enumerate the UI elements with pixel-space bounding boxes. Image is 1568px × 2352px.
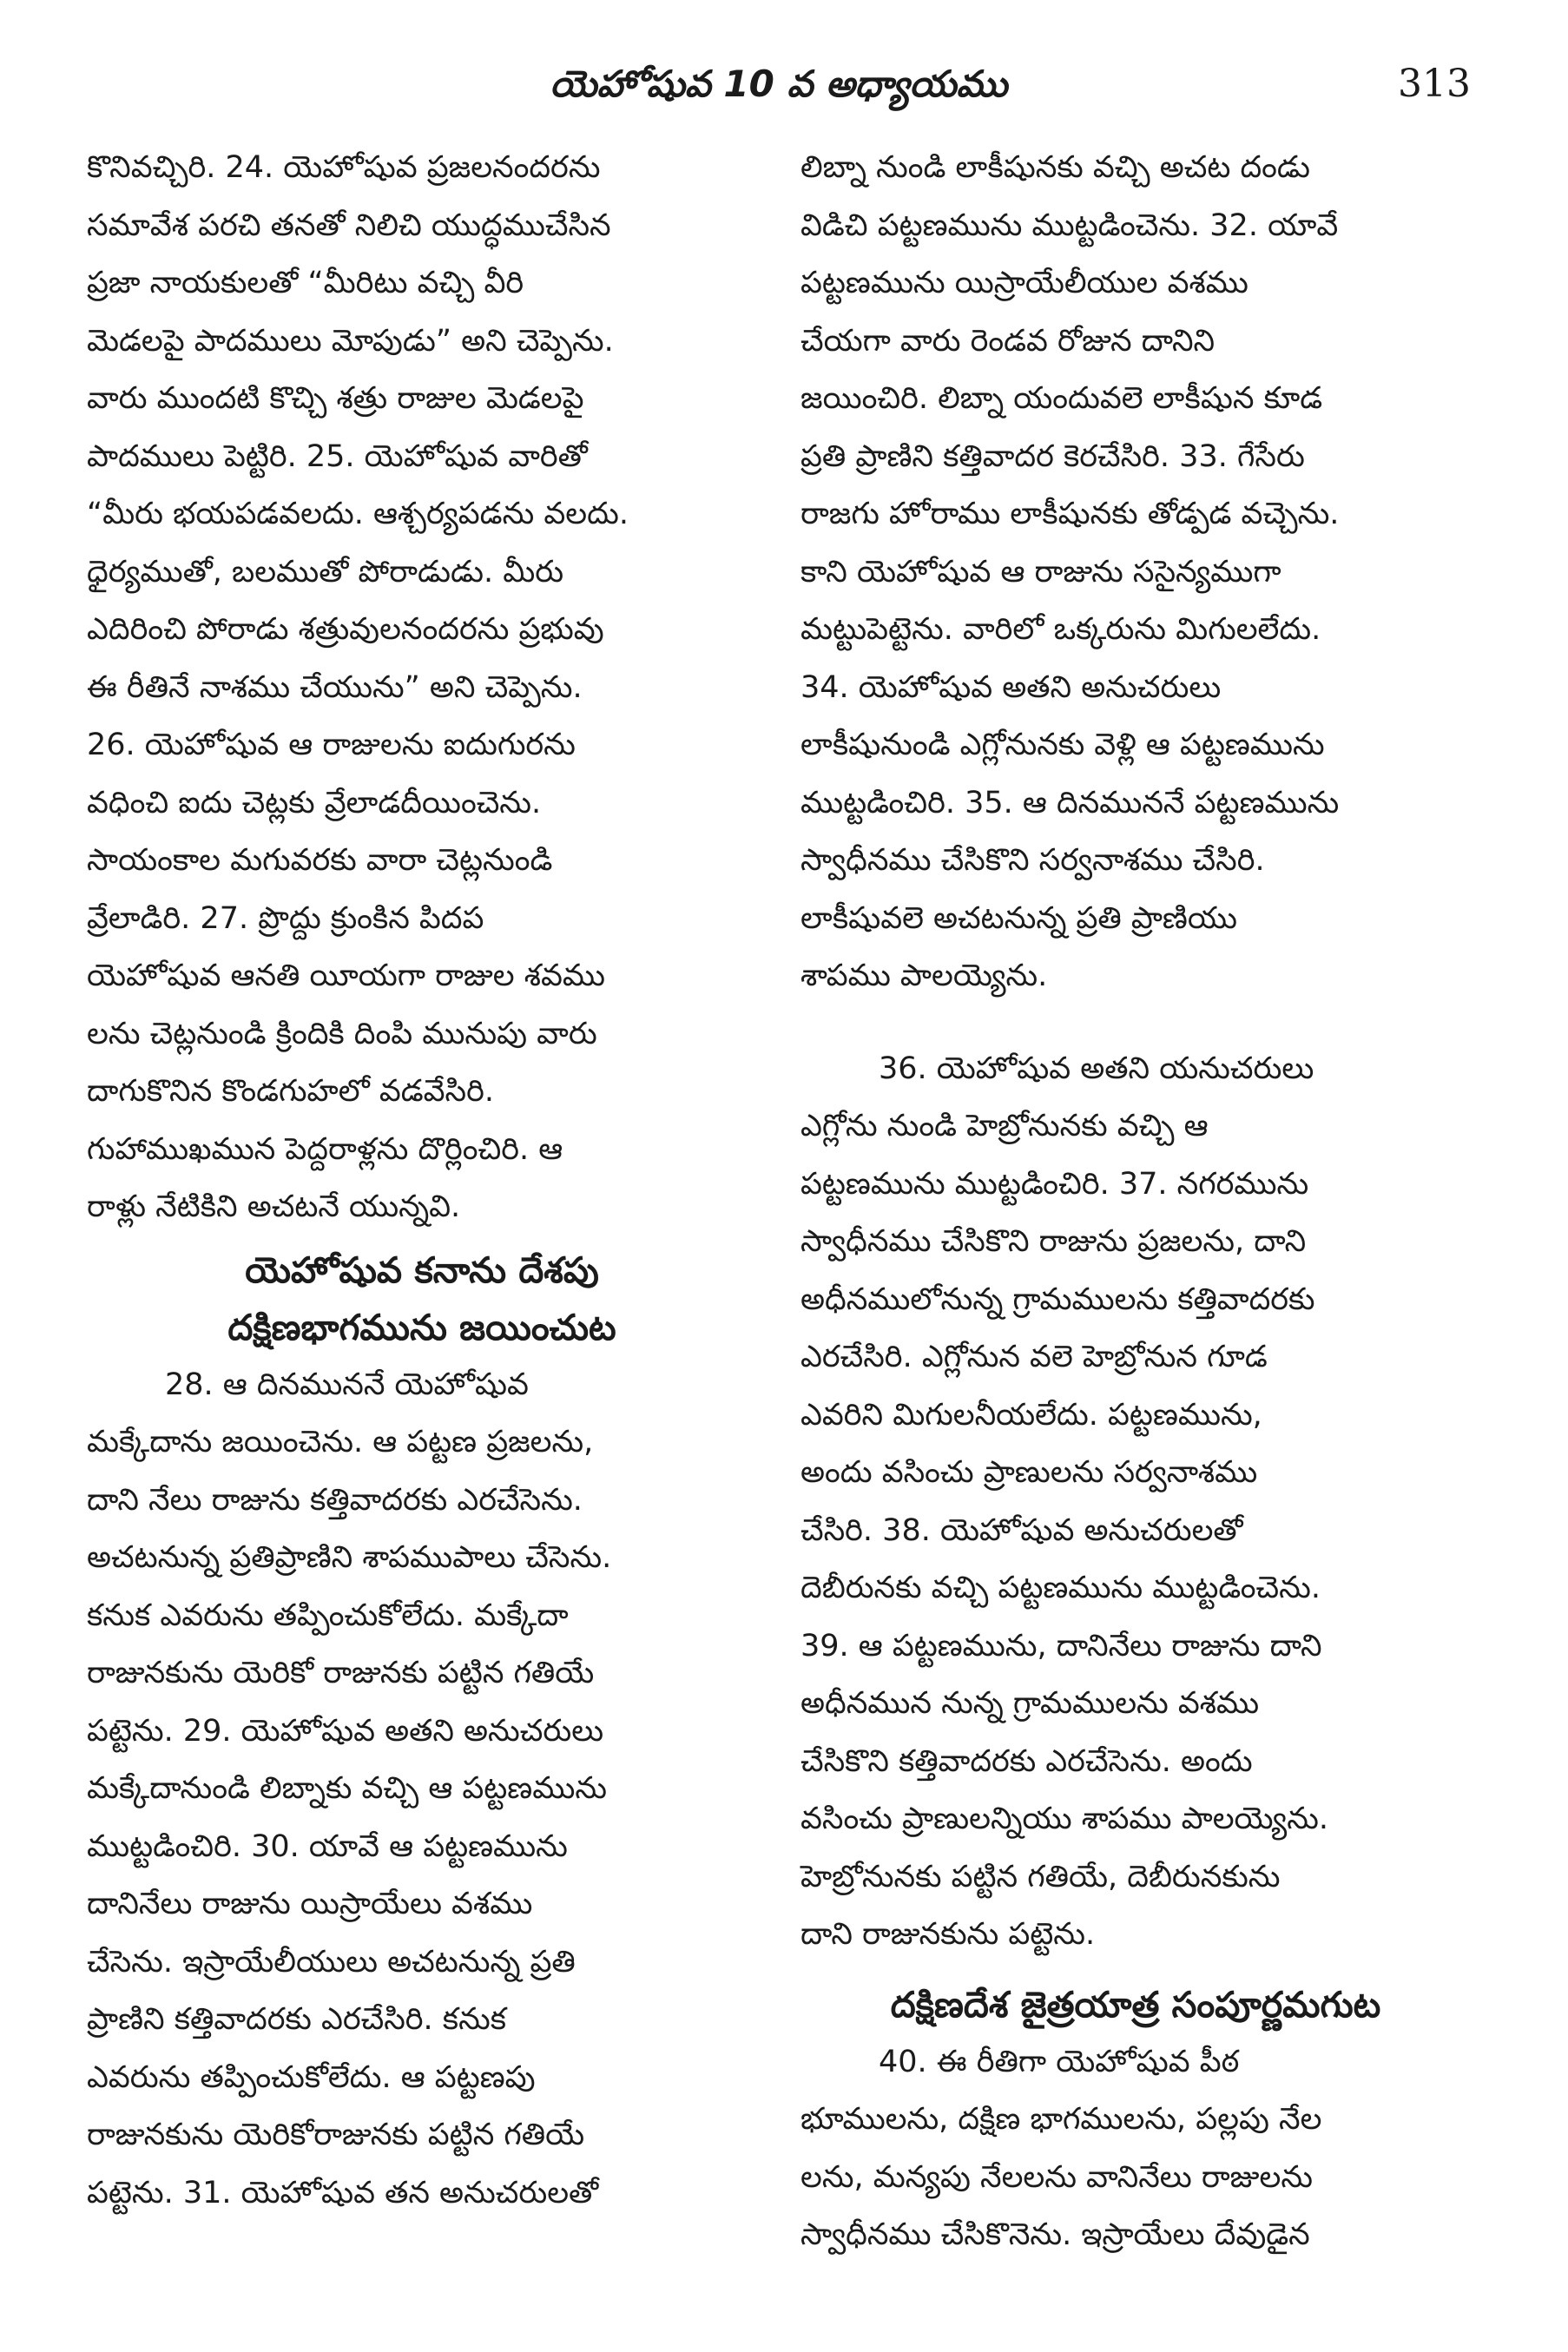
paragraph-verses-31-35: లిబ్నా నుండి లాకీషునకు వచ్చి అచట దండు విడిచి పట్టణమును ముట్టడించెను. 32. యావే పట్టణమును యిస్రాయేలీయుల వశము చేయగా వారు రెండవ రోజున దానిని జయించిరి. లిబ్నా యందువలె లాకీషున కూడ ప్రతి ప్రాణిని కత్తివాదర కెరచేసిరి. 33. గేసేరు రాజగు హోరాము లాకీషునకు తోడ్పడ వచ్చెను. కాని యెహోషువ ఆ రాజును ససైన్యముగా మట్టుపెట్టెను. వారిలో ఒక్కరును మిగులలేదు. 34. యెహోషువ అతని అనుచరులు లాకీషునుండి ఎగ్లోనునకు వెళ్లి ఆ పట్టణమును ముట్టడించిరి. 35. ఆ దినముననే పట్టణమును స్వాధీనము చేసికొని సర్వనాశము చేసిరి. లాకీషువలె అచటనున్న ప్రతి ప్రాణియు శాపము పాలయ్యెను.: [800, 150, 1340, 993]
section-heading-southern-campaign-complete: దక్షిణదేశ జైత్రయాత్ర సంపూర్ణమగుట: [890, 1983, 1381, 2026]
paragraph-gap: [800, 1005, 1471, 1040]
right-column: [800, 139, 1471, 2264]
running-title: యెహోషువ 10 వ అధ్యాయము: [550, 63, 1008, 105]
paragraph-verses-28-31: 28. ఆ దినముననే యెహోషువ మక్కేదాను జయించెను. ఆ పట్టణ ప్రజలను, దాని నేలు రాజును కత్తివాదరకు ఎరచేసెను. అచటనున్న ప్రతిప్రాణిని శాపముపాలు చేసెను. కనుక ఎవరును తప్పించుకోలేదు. మక్కేదా రాజునకును యెరికో రాజునకు పట్టిన గతియే పట్టెను. 29. యెహోషువ అతని అనుచరులు మక్కేదానుండి లిబ్నాకు వచ్చి ఆ పట్టణమును ముట్టడించిరి. 30. యావే ఆ పట్టణమును దానినేలు రాజును యిస్రాయేలు వశము చేసెను. ఇస్రాయేలీయులు అచటనున్న ప్రతి ప్రాణిని కత్తివాదరకు ఎరచేసిరి. కనుక ఎవరును తప్పించుకోలేదు. ఆ పట్టణపు రాజునకును యెరికోరాజునకు పట్టిన గతియే పట్టెను. 31. యెహోషువ తన అనుచరులతో: [87, 1367, 612, 2210]
paragraph-verse-40: 40. ఈ రీతిగా యెహోషువ పీఠ భూములను, దక్షిణ భాగములను, పల్లపు నేల లను, మన్యపు నేలలను వానినేలు రాజులను స్వాధీనము చేసికొనెను. ఇస్రాయేలు దేవుడైన: [800, 2044, 1322, 2252]
section-heading-southern-conquest: యెహోషువ కనాను దేశపు దక్షిణభాగమును జయించుట: [227, 1248, 616, 1348]
page-header: [87, 45, 1471, 123]
page-number: 313: [1398, 62, 1471, 106]
paragraph-verses-24-27: కొనివచ్చిరి. 24. యెహోషువ ప్రజలనందరను సమావేశ పరచి తనతో నిలిచి యుద్ధముచేసిన ప్రజా నాయకులతో “మీరిటు వచ్చి వీరి మెడలపై పాదములు మోపుడు” అని చెప్పెను. వారు ముందటి కొచ్చి శత్రు రాజుల మెడలపై పాదములు పెట్టిరి. 25. యెహోషువ వారితో “మీరు భయపడవలదు. ఆశ్చర్యపడను వలదు. ధైర్యముతో, బలముతో పోరాడుడు. మీరు ఎదిరించి పోరాడు శత్రువులనందరను ప్రభువు ఈ రీతినే నాశము చేయును” అని చెప్పెను. 26. యెహోషువ ఆ రాజులను ఐదుగురను వధించి ఐదు చెట్లకు వ్రేలాడదీయించెను. సాయంకాల మగువరకు వారా చెట్లనుండి వ్రేలాడిరి. 27. ప్రొద్దు క్రుంకిన పిదప యెహోషువ ఆనతి యీయగా రాజుల శవము లను చెట్లనుండి క్రిందికి దింపి మునుపు వారు దాగుకొనిన కొండగుహలో వడవేసిరి. గుహాముఖమున పెద్దరాళ్లను దొర్లించిరి. ఆ రాళ్లు నేటికిని అచటనే యున్నవి.: [87, 150, 629, 1224]
paragraph-verses-36-39: 36. యెహోషువ అతని యనుచరులు ఎగ్లోను నుండి హెబ్రోనునకు వచ్చి ఆ పట్టణమును ముట్టడించిరి. 37. నగరమును స్వాధీనము చేసికొని రాజును ప్రజలను, దాని అధీనములోనున్న గ్రామములను కత్తివాదరకు ఎరచేసిరి. ఎగ్లోనున వలె హెబ్రోనున గూడ ఎవరిని మిగులనీయలేదు. పట్టణమును, అందు వసించు ప్రాణులను సర్వనాశము చేసిరి. 38. యెహోషువ అనుచరులతో దెబీరునకు వచ్చి పట్టణమును ముట్టడించెను. 39. ఆ పట్టణమును, దానినేలు రాజును దాని అధీనమున నున్న గ్రామములను వశము చేసికొని కత్తివాదరకు ఎరచేసెను. అందు వసించు ప్రాణులన్నియు శాపము పాలయ్యెను. హెబ్రోనునకు పట్టిన గతియే, దెబీరునకును దాని రాజునకును పట్టెను.: [800, 1051, 1329, 1952]
two-column-body: [87, 139, 1471, 2264]
left-column: [87, 139, 757, 2264]
